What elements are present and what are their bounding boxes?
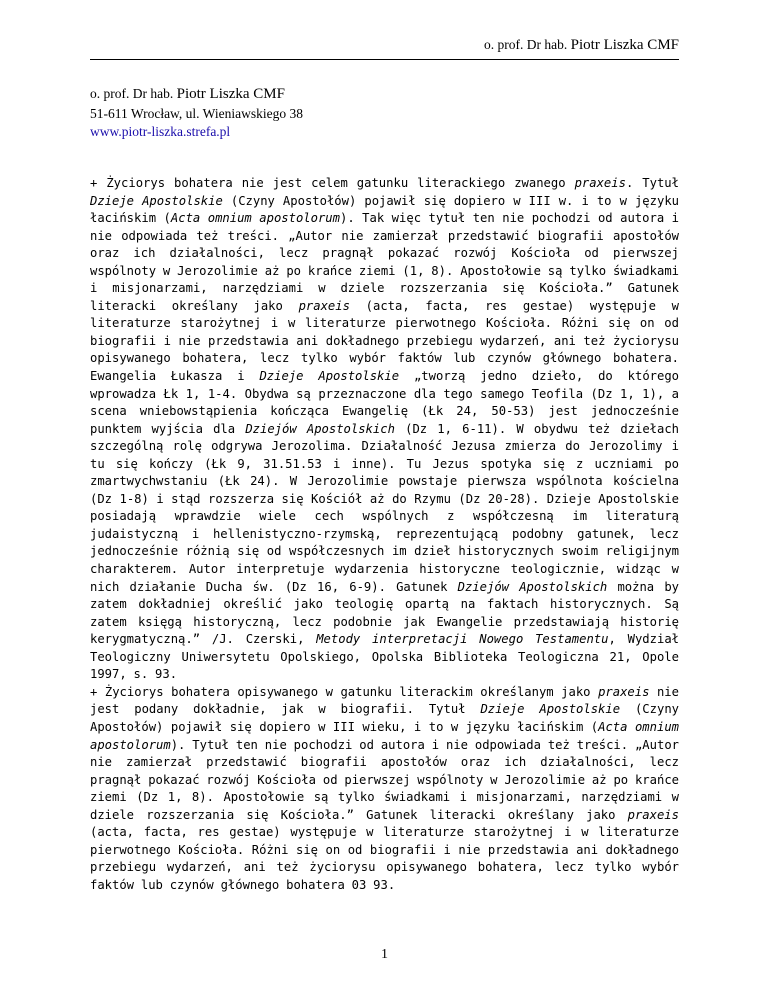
- italic-run: Dziejów Apostolskich: [457, 579, 608, 594]
- paragraph-2: [90, 684, 679, 895]
- italic-run: praxeis: [598, 684, 650, 699]
- text-run: (acta, facta, res gestae) występuje w literaturze starożytnej i w literaturze pierwotnego Kościoła. Różni się on od biografii i nie przedstawia ani dokładnego przebiegu wydarzeń, ani też życiorysu opisywanego bohatera, lecz tylko wybór faktów lub czynów głównego bohatera 03 93.: [90, 825, 679, 892]
- text-run: + Życiorys bohatera opisywanego w gatunku literackim określanym jako: [90, 684, 599, 699]
- author-name: [90, 85, 679, 103]
- body-text: [90, 175, 679, 894]
- text-run: + Życiorys bohatera nie jest celem gatunku literackiego zwanego: [90, 176, 575, 190]
- text-run: „tworzą jedno dzieło, do którego wprowadza Łk 1, 1-4. Obydwa są przeznaczone dla tego samego Teofila (Dz 1, 1), a scena wniebowstąpienia kończąca Ewangelię (Łk 24, 50-53) jest jednocześnie punktem wyjścia dla: [90, 369, 680, 436]
- author-address: 51-611 Wrocław, ul. Wieniawskiego 38: [90, 106, 303, 121]
- author-prefix: o. prof. Dr hab.: [90, 86, 177, 101]
- italic-run: Acta omnium apostolorum: [90, 719, 679, 752]
- italic-run: praxeis: [574, 176, 626, 190]
- running-header-prefix: o. prof. Dr hab.: [484, 37, 571, 52]
- italic-run: Dzieje Apostolskie: [90, 193, 223, 208]
- text-run: nie jest podany dokładnie, jak w biografii. Tytuł: [90, 684, 679, 717]
- author-name-text: Piotr Liszka CMF: [176, 86, 285, 102]
- italic-run: praxeis: [298, 298, 350, 313]
- page-number: 1: [381, 947, 388, 962]
- text-run: , Wydział Teologiczny Uniwersytetu Opolskiego, Opolska Biblioteka Teologiczna 21, Opole 1997, s. 93.: [90, 632, 679, 682]
- running-header-name: Piotr Liszka CMF: [570, 37, 679, 53]
- text-run: (acta, facta, res gestae) występuje w literaturze starożytnej i w literaturze pierwotnego Kościoła. Różni się on od biografii i nie przedstawia ani dokładnego przebiegu wydarzeń, ani też życiorysu opisywanego bohatera, lecz tylko wybór faktów lub czynów głównego bohatera. Ewangelia Łukasza i: [90, 298, 680, 384]
- paragraph-1: [90, 175, 679, 684]
- author-block: [90, 85, 679, 141]
- italic-run: Dziejów Apostolskich: [245, 421, 395, 436]
- text-run: ). Tak więc tytuł ten nie pochodzi od autora i nie odpowiada też treści. „Autor nie zamierzał przedstawić biografii apostołów oraz ich działalności, lecz pragnął pokazać rozwój Kościoła od pierwszej wspólnoty w Jerozolimie aż po krańce ziemi (1, 8). Apostołowie są tylko świadkami i misjonarzami, narzędziami w dziele rozszerzania się Kościoła.” Gatunek literacki określany jako: [90, 211, 679, 313]
- text-run: (Czyny Apostołów) pojawił się dopiero w III w. i to w języku łacińskim (: [90, 193, 679, 226]
- text-run: . Tytuł: [625, 176, 679, 190]
- text-run: (Dz 1, 6-11). W obydwu też dziełach szczególną rolę odgrywa Jerozolima. Działalność Jezusa zmierza do Jerozolimy i tu się kończy (Łk 9, 31.51.53 i inne). Tu Jezus spotyka się z uczniami po zmartwychwstaniu (Łk 24). W Jerozolimie powstaje pierwsza wspólnota kościelna (Dz 1-8) i stąd rozszerza się Kościół aż do Rzymu (Dz 20-28). Dzieje Apostolskie posiadają wprawdzie wiele cech wspólnych z współczesną im literaturą judaistyczną i hellenistyczno-rzymską, reprezentującą podobny gatunek, lecz jednocześnie różnią się od współczesnych im dzieł historycznych swoim religijnym charakterem. Autor interpretuje wydarzenia historyczne teologicznie, widząc w nich działanie Ducha św. (Dz 16, 6-9). Gatunek: [90, 421, 680, 594]
- header-rule: [90, 59, 679, 60]
- italic-run: praxeis: [627, 807, 679, 822]
- italic-run: Metody interpretacji Nowego Testamentu: [316, 632, 609, 647]
- text-run: ). Tytuł ten nie pochodzi od autora i nie odpowiada też treści. „Autor nie zamierzał przedstawić biografii apostołów oraz ich działalności, lecz pragnął pokazać rozwój Kościoła od pierwszej wspólnoty w Jerozolimie aż po krańce ziemi (Dz 1, 8). Apostołowie są tylko świadkami i misjonarzami, narzędziami w dziele rozszerzania się Kościoła.” Gatunek literacki określany jako: [90, 737, 679, 822]
- text-run: można by zatem dokładniej określić jako teologię opartą na faktach historycznych. Są zatem księgą historyczną, lecz podobnie jak Ewangelie przedstawiają historię kerygmatyczną.” /J. Czerski,: [90, 579, 679, 647]
- text-run: (Czyny Apostołów) pojawił się dopiero w III wieku, i to w języku łacińskim (: [90, 702, 679, 734]
- italic-run: Dzieje Apostolskie: [480, 702, 621, 717]
- italic-run: Dzieje Apostolskie: [259, 369, 400, 384]
- author-website-link[interactable]: www.piotr-liszka.strefa.pl: [90, 124, 231, 139]
- italic-run: Acta omnium apostolorum: [170, 211, 340, 226]
- running-header: [90, 36, 679, 54]
